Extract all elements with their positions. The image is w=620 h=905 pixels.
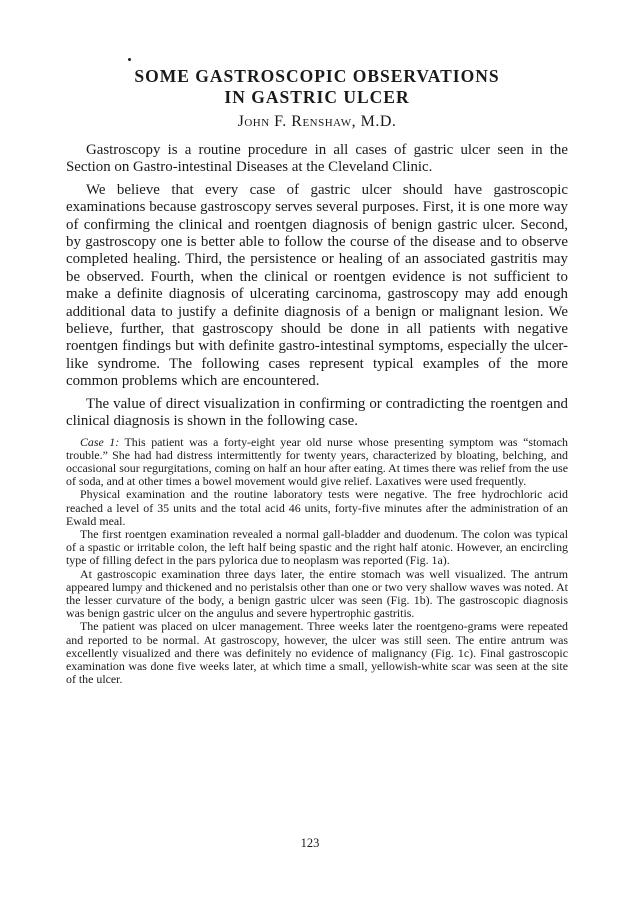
case-1-paragraph (66, 436, 568, 489)
intro-paragraph: Gastroscopy is a routine procedure in all cases of gastric ulcer seen in the Section on Gastro-intestinal Diseases at the Cleveland Clinic. (66, 142, 568, 176)
case-1-text: This patient was a forty-eight year old nurse whose presenting symptom was “stomach trouble.” She had had distress intermittently for twenty years, characterized by bloating, belching, and occasional sour regurgitations, coming on half an hour after eating. At times there was relief from the use of soda, and at other times a bowel movement would give relief. Laxatives were used frequently. (66, 434, 568, 489)
page-number: 123 (300, 836, 320, 850)
author-byline: John F. Renshaw, M.D. (237, 113, 397, 130)
ink-dot (128, 58, 131, 61)
roentgen-paragraph: The first roentgen examination revealed a normal gall-bladder and duodenum. The colon was typical of a spastic or irritable colon, the left half being spastic and the right half atonic. However, an encircling type of filling defect in the pars pylorica due to neoplasm was reported (Fig. 1a). (66, 526, 568, 568)
management-paragraph: The patient was placed on ulcer management. Three weeks later the roentgeno-grams were repeated and reported to be normal. At gastroscopy, however, the ulcer was still seen. The entire antrum was excellently visualized and there was definitely no evidence of malignancy (Fig. 1c). Final gastroscopic examination was done five weeks later, at which time a small, yellowish-white scar was seen at the site of the ulcer. (66, 619, 568, 687)
case-1-label: Case 1: (80, 434, 120, 449)
purposes-paragraph: We believe that every case of gastric ulcer should have gastroscopic examinations because gastroscopy serves several purposes. First, it is one more way of confirming the clinical and roentgen diagnosis of benign gastric ulcer. Second, by gastroscopy one is better able to follow the course of the disease and to observe completed healing. Third, the persistence or healing of an associated gastritis may be observed. Fourth, when the clinical or roentgen evidence is not sufficient to make a definite diagnosis of ulcerating carcinoma, gastroscopy may add enough additional data to justify a definite diagnosis of a benign or malignant lesion. We believe, further, that gastroscopy should be done in all patients with negative roentgen findings but with definite gastro-intestinal symptoms, especially the ulcer-like syndrome. The following cases represent typical examples of the more common problems which are encountered. (66, 181, 568, 390)
article-title-line-1: SOME GASTROSCOPIC OBSERVATIONS (134, 66, 500, 86)
exam-paragraph: Physical examination and the routine laboratory tests were negative. The free hydrochloric acid reached a level of 35 units and the total acid 46 units, forty-five minutes after the administration of an Ewald meal. (66, 487, 568, 528)
gastroscopic-exam-paragraph: At gastroscopic examination three days later, the entire stomach was well visualized. The antrum appeared lumpy and thickened and no peristalsis other than one or two very shallow waves was noted. At the lesser curvature of the body, a benign gastric ulcer was seen (Fig. 1b). The gastroscopic diagnosis was benign gastric ulcer on the angulus and severe hypertrophic gastritis. (66, 566, 568, 621)
article-title-line-2: IN GASTRIC ULCER (224, 87, 410, 107)
visualization-paragraph: The value of direct visualization in confirming or contradicting the roentgen and clinical diagnosis is shown in the following case. (66, 395, 568, 430)
